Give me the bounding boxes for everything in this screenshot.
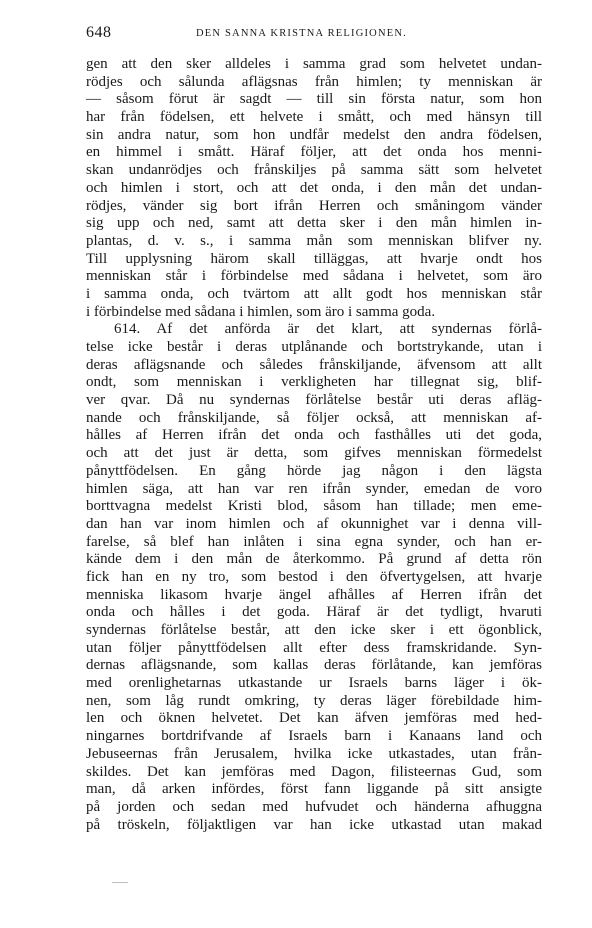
text-line: menniskan står i förbindelse med sådana i helvetet, som äro: [86, 268, 542, 285]
text-line: gen att den sker alldeles i samma grad som helvetet undan-: [86, 56, 542, 72]
text-line: 614. Af det anförda är det klart, att syndernas förlå-: [114, 321, 542, 338]
text-line: Jebuseernas från Jerusalem, hvilka icke utkastades, utan från-: [86, 745, 542, 762]
text-line: nande och frånskiljande, så följer också, att menniskan af-: [86, 409, 542, 426]
text-line: och att det just är detta, som gifves menniskan förmedelst: [86, 445, 542, 462]
text-line: på tröskeln, följaktligen var han icke utkastad utan makad: [86, 816, 542, 833]
text-line: en himmel i smått. Häraf följer, att det onda hos menni-: [86, 144, 542, 161]
text-line: kände dem i den mån de återkommo. På grund af detta rön: [86, 551, 542, 568]
text-line: menniska likasom hvarje ängel afhålles af Herren ifrån det: [86, 586, 542, 603]
footer-rule: [112, 882, 128, 883]
text-line: himlen säga, att han var ren ifrån synder, emedan de voro: [86, 480, 542, 497]
text-line: på jorden och sedan med hufvudet och händerna afhuggna: [86, 798, 542, 815]
text-line: utan följer pånyttfödelsen allt efter dess framskridande. Syn-: [86, 639, 542, 656]
text-line: rödjes, vänder sig bort ifrån Herren och småningom vänder: [86, 197, 542, 214]
text-line: med orenlighetarnas utkastande ur Israels barns läger i ök-: [86, 675, 542, 692]
page-header: [86, 24, 546, 44]
text-line: telse icke består i deras utplånande och bortstrykande, utan i: [86, 339, 542, 355]
body-text: [86, 56, 542, 834]
text-line: skan undanrödjes och frånskiljes på samma sätt som helvetet: [86, 162, 542, 179]
text-line: i förbindelse med sådana i himlen, som äro i samma goda.: [86, 303, 436, 320]
text-line: dan han var inom himlen och af okunnighet var i denna vill-: [86, 515, 542, 532]
text-line: rödjes och sålunda aflägsnas från himlen; ty menniskan är: [86, 73, 542, 90]
text-line: man, då arken infördes, först fann liggande på sitt ansigte: [86, 781, 542, 798]
text-line: Till upplysning härom skall tilläggas, att hvarje ondt hos: [86, 250, 542, 267]
text-line: pånyttfödelsen. En gång hörde jag någon i den lägsta: [86, 462, 542, 479]
text-line: ver qvar. Då nu syndernas förlåtelse består uti deras afläg-: [86, 392, 542, 409]
text-line: ondt, som menniskan i verkligheten har tillegnat sig, blif-: [86, 374, 542, 391]
text-line: sig upp och ned, samt att detta sker i den mån himlen in-: [86, 215, 542, 232]
text-line: har från födelsen, ett helvete i smått, och med hänsyn till: [86, 109, 542, 126]
text-line: borttvagna medelst Kristi blod, såsom han tillade; men eme-: [86, 498, 542, 515]
text-line: dernas aflägsnande, som kallas deras förlåtande, kan jemföras: [86, 657, 542, 674]
text-line: onda och hålles i det goda. Häraf är det tydligt, hvaruti: [86, 604, 542, 621]
text-line: plantas, d. v. s., i samma mån som menniskan blifver ny.: [86, 232, 542, 249]
text-line: och himlen i stort, och att det onda, i den mån det undan-: [86, 179, 542, 196]
text-line: — såsom förut är sagdt — till sin första natur, som hon: [86, 91, 542, 108]
text-line: fick han en ny tro, som bestod i den öfvertygelsen, att hvarje: [86, 568, 542, 585]
text-line: sin andra natur, som hon undfår medelst den andra födelsen,: [86, 126, 542, 143]
text-line: len och öknen helvetet. Det kan äfven jemföras med hed-: [86, 710, 542, 727]
page-number: 648: [86, 24, 112, 41]
text-line: nen, som låg rundt omkring, ty deras läger förebildade him-: [86, 692, 542, 709]
text-line: hålles af Herren ifrån det onda och fasthålles uti det goda,: [86, 427, 542, 444]
text-line: farelse, så blef han inlåten i sina egna synder, och han er-: [86, 533, 542, 550]
running-head: DEN SANNA KRISTNA RELIGIONEN.: [196, 28, 407, 39]
text-line: deras aflägsnande och således frånskiljande, äfvensom att allt: [86, 356, 542, 373]
text-line: skildes. Det kan jemföras med Dagon, filisteernas Gud, som: [86, 763, 542, 780]
text-line: i samma onda, och tvärtom att allt godt hos menniskan står: [86, 285, 542, 302]
text-line: ningarnes bortdrifvande af Israels barn i Kanaans land och: [86, 728, 542, 745]
text-line: syndernas förlåtelse består, att den icke sker i ett ögonblick,: [86, 622, 542, 638]
